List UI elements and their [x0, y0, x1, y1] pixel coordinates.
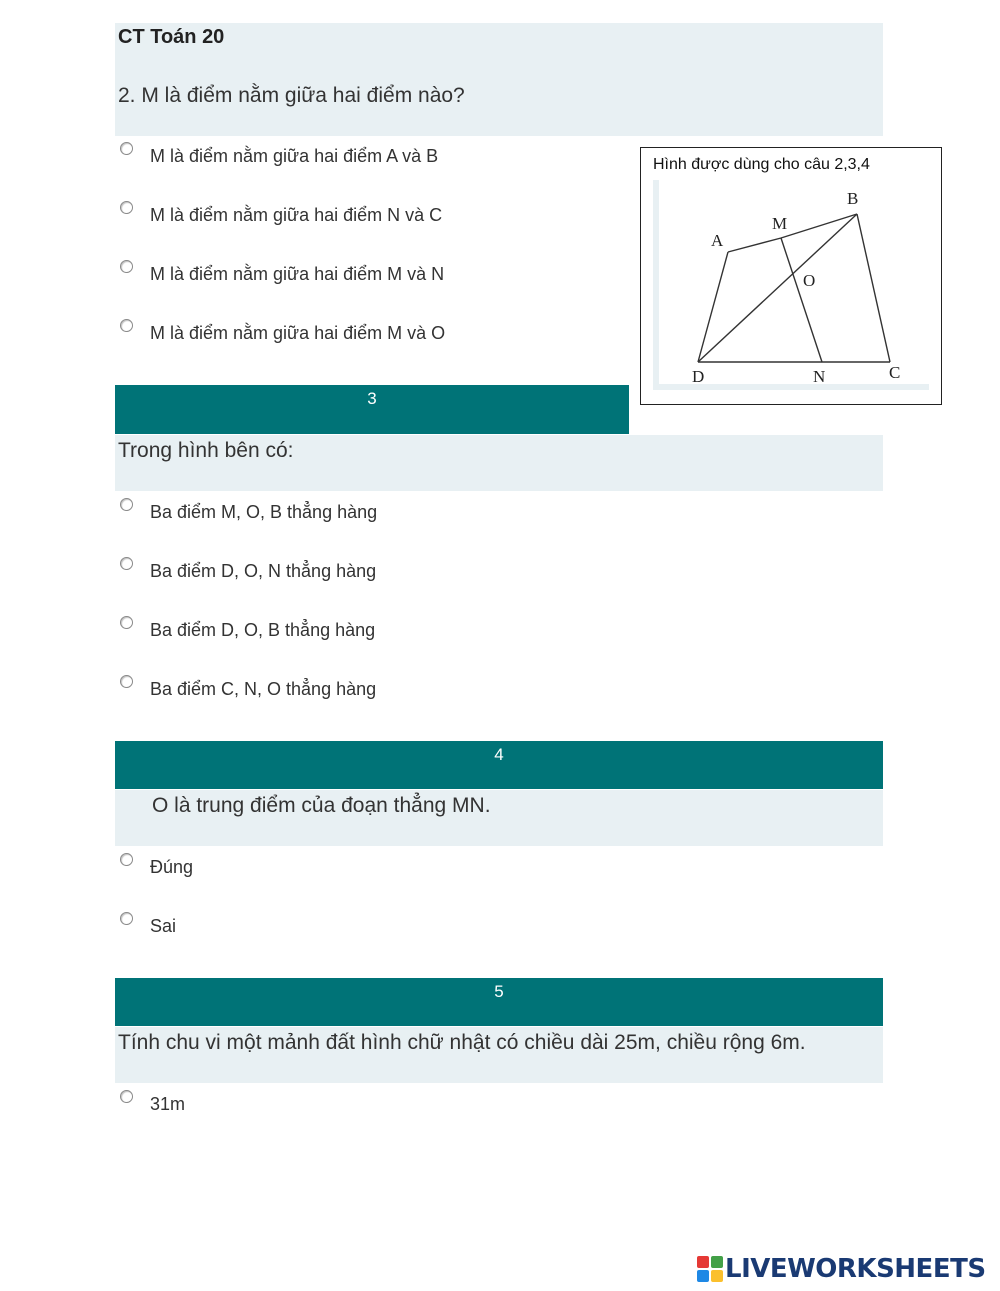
- label-b: B: [847, 189, 859, 208]
- question-5-number-bar: [115, 978, 883, 1026]
- question-5-text: Tính chu vi một mảnh đất hình chữ nhật có chiều dài 25m, chiều rộng 6m.: [118, 1031, 806, 1054]
- liveworksheets-logo: [697, 1253, 986, 1285]
- option-label: M là điểm nằm giữa hai điểm M và N: [150, 264, 445, 284]
- segment-bc: [857, 214, 890, 362]
- option-label: 31m: [150, 1094, 186, 1114]
- radio-button[interactable]: [120, 853, 133, 866]
- option-label: Sai: [150, 916, 177, 936]
- q5-option-1[interactable]: [120, 1090, 620, 1120]
- live-blocks-icon: [697, 1256, 723, 1282]
- label-m: M: [772, 214, 788, 233]
- q3-option-4[interactable]: [120, 675, 620, 705]
- option-label: Ba điểm M, O, B thẳng hàng: [150, 502, 378, 522]
- quadrilateral-diagram: [641, 148, 941, 404]
- radio-button[interactable]: [120, 498, 133, 511]
- brand-name: LIVEWORKSHEETS: [725, 1254, 986, 1284]
- label-c: C: [889, 363, 901, 382]
- question-5-number: 5: [494, 982, 504, 1001]
- q2-option-1[interactable]: [120, 142, 620, 172]
- segment-mn: [781, 238, 822, 362]
- radio-button[interactable]: [120, 616, 133, 629]
- question-3-number: 3: [367, 389, 377, 408]
- question-3-number-bar: [115, 385, 629, 434]
- question-3-text: Trong hình bên có:: [118, 439, 294, 462]
- segment-ad: [698, 252, 728, 362]
- q2-option-3[interactable]: [120, 260, 620, 290]
- question-4-number-bar: [115, 741, 883, 789]
- q4-option-sai[interactable]: [120, 912, 620, 942]
- q2-option-2[interactable]: [120, 201, 620, 231]
- option-label: Ba điểm D, O, N thẳng hàng: [150, 561, 377, 581]
- label-o: O: [803, 271, 816, 290]
- question-2-text: 2. M là điểm nằm giữa hai điểm nào?: [118, 84, 465, 107]
- radio-button[interactable]: [120, 1090, 133, 1103]
- option-label: Đúng: [150, 857, 194, 877]
- label-a: A: [711, 231, 724, 250]
- radio-button[interactable]: [120, 912, 133, 925]
- figure-caption: Hình được dùng cho câu 2,3,4: [653, 156, 870, 173]
- question-4-text: O là trung điểm của đoạn thẳng MN.: [152, 794, 491, 817]
- option-label: M là điểm nằm giữa hai điểm M và O: [150, 323, 446, 343]
- option-label: Ba điểm D, O, B thẳng hàng: [150, 620, 376, 640]
- geometry-figure: [640, 147, 942, 405]
- radio-button[interactable]: [120, 557, 133, 570]
- radio-button[interactable]: [120, 319, 133, 332]
- radio-button[interactable]: [120, 260, 133, 273]
- q2-option-4[interactable]: [120, 319, 620, 349]
- q3-option-1[interactable]: [120, 498, 620, 528]
- option-label: Ba điểm C, N, O thẳng hàng: [150, 679, 377, 699]
- q3-option-3[interactable]: [120, 616, 620, 646]
- question-4-number: 4: [494, 745, 504, 764]
- q3-option-2[interactable]: [120, 557, 620, 587]
- segment-am: [728, 238, 781, 252]
- option-label: M là điểm nằm giữa hai điểm N và C: [150, 205, 443, 225]
- page-title: CT Toán 20: [118, 26, 225, 48]
- option-label: M là điểm nằm giữa hai điểm A và B: [150, 146, 439, 166]
- header-box: [115, 23, 883, 136]
- radio-button[interactable]: [120, 201, 133, 214]
- q4-option-dung[interactable]: [120, 853, 620, 883]
- radio-button[interactable]: [120, 142, 133, 155]
- label-d: D: [692, 367, 705, 386]
- radio-button[interactable]: [120, 675, 133, 688]
- label-n: N: [813, 367, 826, 386]
- segment-mb: [781, 214, 857, 238]
